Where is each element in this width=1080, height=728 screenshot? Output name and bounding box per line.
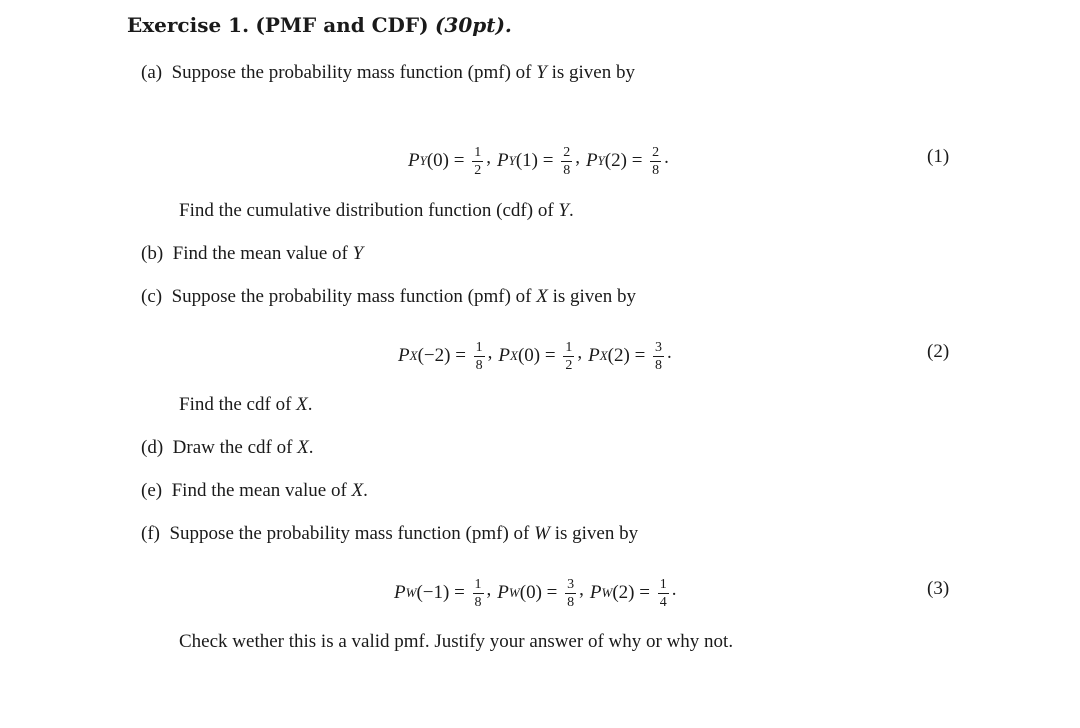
part-f-text-before: Suppose the probability mass function (pmf) of — [169, 523, 535, 544]
part-e-var: X — [351, 480, 364, 501]
part-c-followup-text: Find the cdf of — [179, 394, 297, 415]
pmf-term — [497, 138, 580, 184]
pmf-term — [586, 138, 669, 184]
fraction-denominator: 8 — [652, 162, 660, 178]
exercise-topic: (PMF and CDF) — [255, 13, 429, 37]
pmf-term — [398, 333, 492, 379]
part-d-label: (d) — [141, 437, 164, 458]
part-a-variable: Y — [536, 62, 547, 83]
part-a-followup-var: Y — [558, 200, 569, 221]
equals-sign: = — [449, 150, 470, 171]
part-c-variable: X — [536, 286, 548, 307]
part-f-followup: Check wether this is a valid pmf. Justify your answer of why or why not. — [179, 631, 734, 652]
pmf-symbol: P — [588, 345, 600, 366]
equals-sign: = — [450, 345, 471, 366]
pmf-argument: (0) — [517, 345, 541, 366]
pmf-argument: (−1) — [416, 582, 450, 603]
fraction-numerator: 1 — [565, 339, 573, 355]
part-d-prompt — [141, 436, 314, 460]
exercise-label: Exercise 1. — [127, 13, 250, 37]
part-b-prompt — [141, 242, 363, 266]
part-f-text-after: is given by — [549, 523, 639, 544]
equals-sign: = — [626, 150, 648, 171]
part-a-label: (a) — [141, 62, 163, 83]
fraction-numerator: 1 — [659, 576, 667, 592]
pmf-argument: (1) — [515, 150, 538, 171]
pmf-term — [394, 570, 491, 616]
part-c-followup-end: . — [307, 394, 313, 415]
pmf-symbol: P — [498, 345, 511, 366]
fraction-denominator: 2 — [565, 357, 573, 373]
pmf-subscript: W — [508, 585, 520, 600]
pmf-symbol: P — [398, 345, 410, 366]
part-c-label: (c) — [141, 286, 163, 307]
pmf-term — [590, 570, 677, 616]
part-e-text: Find the mean value of — [171, 480, 352, 501]
part-a-prompt — [141, 61, 635, 85]
pmf-subscript: X — [409, 348, 418, 363]
pmf-term — [408, 138, 491, 184]
equals-sign: = — [449, 582, 470, 603]
pmf-subscript: W — [405, 585, 417, 600]
part-a-followup-text: Find the cumulative distribution function (cdf) of — [179, 200, 559, 221]
part-f-prompt — [141, 522, 638, 546]
pmf-argument: (0) — [426, 150, 449, 171]
part-b-label: (b) — [141, 243, 164, 264]
fraction-denominator: 2 — [474, 162, 482, 178]
part-d-end: . — [308, 437, 314, 458]
term-separator: . — [671, 579, 677, 600]
pmf-symbol: P — [585, 150, 598, 171]
part-c-text-before: Suppose the probability mass function (pmf) of — [171, 286, 537, 307]
equation-3 — [394, 570, 676, 616]
fraction-denominator: 8 — [474, 594, 482, 610]
pmf-symbol: P — [394, 582, 406, 603]
part-c-text-after: is given by — [547, 286, 636, 307]
fraction — [650, 145, 661, 178]
pmf-subscript: W — [601, 585, 613, 600]
pmf-argument: (0) — [519, 582, 542, 603]
term-separator: , — [577, 342, 583, 363]
term-separator: , — [579, 579, 584, 600]
equals-sign: = — [541, 582, 563, 603]
part-c-followup-var: X — [296, 394, 308, 415]
part-b-var: Y — [352, 243, 364, 264]
fraction-numerator: 1 — [475, 339, 483, 355]
pmf-symbol: P — [408, 150, 420, 171]
pmf-subscript: X — [510, 348, 518, 363]
equals-sign: = — [634, 582, 655, 603]
part-c-prompt — [141, 285, 636, 309]
fraction-denominator: 8 — [563, 162, 571, 178]
fraction-denominator: 8 — [655, 357, 663, 373]
fraction — [658, 577, 669, 610]
fraction-denominator: 8 — [475, 357, 483, 373]
pmf-term — [497, 570, 584, 616]
exercise-title — [127, 12, 512, 38]
equation-1-number: (1) — [927, 146, 950, 167]
pmf-argument: (2) — [607, 345, 630, 366]
pmf-argument: (2) — [604, 150, 627, 171]
term-separator: , — [487, 342, 493, 363]
fraction-numerator: 1 — [474, 144, 482, 160]
pmf-symbol: P — [496, 150, 509, 171]
pmf-subscript: Y — [419, 153, 427, 168]
part-f-label: (f) — [141, 523, 160, 544]
part-d-text: Draw the cdf of — [172, 437, 298, 458]
pmf-term — [588, 333, 672, 379]
equals-sign: = — [540, 345, 561, 366]
part-e-label: (e) — [141, 480, 163, 501]
fraction — [474, 340, 485, 373]
fraction-numerator: 1 — [474, 576, 482, 592]
fraction-numerator: 2 — [563, 144, 571, 160]
fraction — [653, 340, 664, 373]
pmf-subscript: Y — [597, 153, 605, 168]
pmf-symbol: P — [589, 582, 602, 603]
fraction-denominator: 4 — [659, 594, 667, 610]
part-a-followup-end: . — [568, 200, 574, 221]
term-separator: , — [575, 147, 580, 168]
equals-sign: = — [537, 150, 559, 171]
equation-2-number: (2) — [927, 341, 950, 362]
pmf-argument: (−2) — [417, 345, 451, 366]
fraction — [472, 145, 483, 178]
fraction — [565, 577, 576, 610]
fraction-numerator: 3 — [655, 339, 663, 355]
pmf-argument: (2) — [612, 582, 635, 603]
pmf-symbol: P — [497, 582, 509, 603]
part-f-variable: W — [534, 523, 550, 544]
term-separator: . — [667, 342, 672, 363]
term-separator: . — [664, 147, 669, 168]
part-e-end: . — [363, 480, 368, 501]
part-a-text-before: Suppose the probability mass function (pmf) of — [171, 62, 537, 83]
pmf-subscript: Y — [508, 153, 516, 168]
part-c-followup — [179, 393, 313, 417]
part-e-prompt — [141, 479, 368, 503]
term-separator: , — [486, 579, 492, 600]
fraction-numerator: 3 — [567, 576, 575, 592]
equation-1 — [408, 138, 669, 184]
equation-2 — [398, 333, 672, 379]
fraction — [473, 577, 484, 610]
part-a-followup — [179, 199, 574, 223]
fraction — [561, 145, 572, 178]
pmf-term — [498, 333, 582, 379]
equals-sign: = — [629, 345, 651, 366]
pmf-subscript: X — [599, 348, 608, 363]
equation-3-number: (3) — [927, 578, 950, 599]
part-d-var: X — [297, 437, 309, 458]
fraction — [563, 340, 574, 373]
exercise-points: (30pt). — [434, 13, 512, 37]
part-b-text: Find the mean value of — [172, 243, 353, 264]
part-a-text-after: is given by — [546, 62, 635, 83]
fraction-numerator: 2 — [652, 144, 660, 160]
term-separator: , — [486, 147, 491, 168]
fraction-denominator: 8 — [567, 594, 575, 610]
